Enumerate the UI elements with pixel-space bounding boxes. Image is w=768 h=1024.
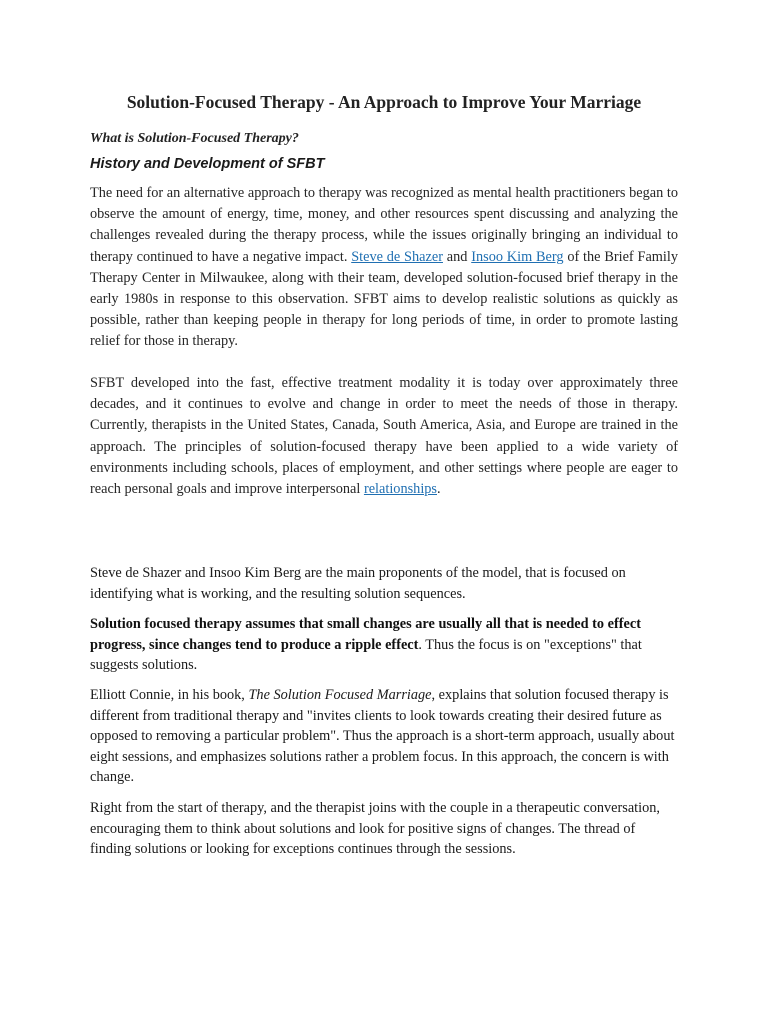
paragraph-proponents: Steve de Shazer and Insoo Kim Berg are the main proponents of the model, that is focused on identifying what is working, and the resulting solution sequences. [90,565,626,602]
paragraph-text: , explains that solution focused therapy is different from traditional therapy and "invites clients to look towards creating their desired future as opposed to removing a particular problem". Thus the approach is a short-term approach, usually about eight sessions, and emphasizes solutions rather a problem focus. In this approach, the concern is with change. [90,687,675,785]
paragraph-therapy-start: Right from the start of therapy, and the therapist joins with the couple in a therapeutic conversation, encouraging them to think about solutions and look for positive signs of changes. The thread of finding solutions or looking for exceptions continues through the sessions. [90,800,660,857]
section-heading: History and Development of SFBT [90,156,325,172]
page-title: Solution-Focused Therapy - An Approach to Improve Your Marriage [126,92,642,112]
paragraph-text: The need for an alternative approach to therapy was recognized as mental health practitioners began to observe the amount of energy, time, money, and other resources spent discussing and analyzing the challenges revealed during the therapy process, while the issues originally bringing an individual to therapy continued to have a negative impact. [90,185,678,265]
paragraph-text: . Thus the focus is on "exceptions" that suggests solutions. [90,636,642,673]
paragraph-text: SFBT developed into the fast, effective treatment modality it is today over approximately three decades, and it continues to evolve and change in order to meet the needs of those in therapy. Currently, therapists in the United States, Canada, South America, Asia, and Europe are trained in the approach. The principles of solution-focused therapy have been applied to a wide variety of environments including schools, places of employment, and other settings where people are eager to reach personal goals and improve interpersonal [90,375,678,498]
paragraph-text: Elliott Connie, in his book, [90,687,249,703]
paragraph-text: and [442,248,472,265]
link-relationships[interactable]: relationships [363,481,437,498]
link-insoo-kim-berg[interactable]: Insoo Kim Berg [471,248,564,265]
paragraph-text: of the Brief Family Therapy Center in Milwaukee, along with their team, developed solution-focused brief therapy in the early 1980s in response to this observation. SFBT aims to develop realistic solutions as quickly as possible, rather than keeping people in therapy for long periods of time, in order to promote lasting relief for those in therapy. [90,248,679,350]
paragraph-text: . [437,481,441,498]
paragraph-small-changes [90,614,678,676]
paragraph-history [90,183,678,353]
paragraph-development [90,373,678,500]
paragraph-elliott-connie [90,685,678,788]
link-steve-de-shazer[interactable]: Steve de Shazer [351,248,443,265]
book-title: The Solution Focused Marriage [248,687,432,703]
question-heading: What is Solution-Focused Therapy? [90,131,299,146]
bold-statement: Solution focused therapy assumes that small changes are usually all that is needed to effect progress, since changes tend to produce a ripple effect [90,616,641,653]
